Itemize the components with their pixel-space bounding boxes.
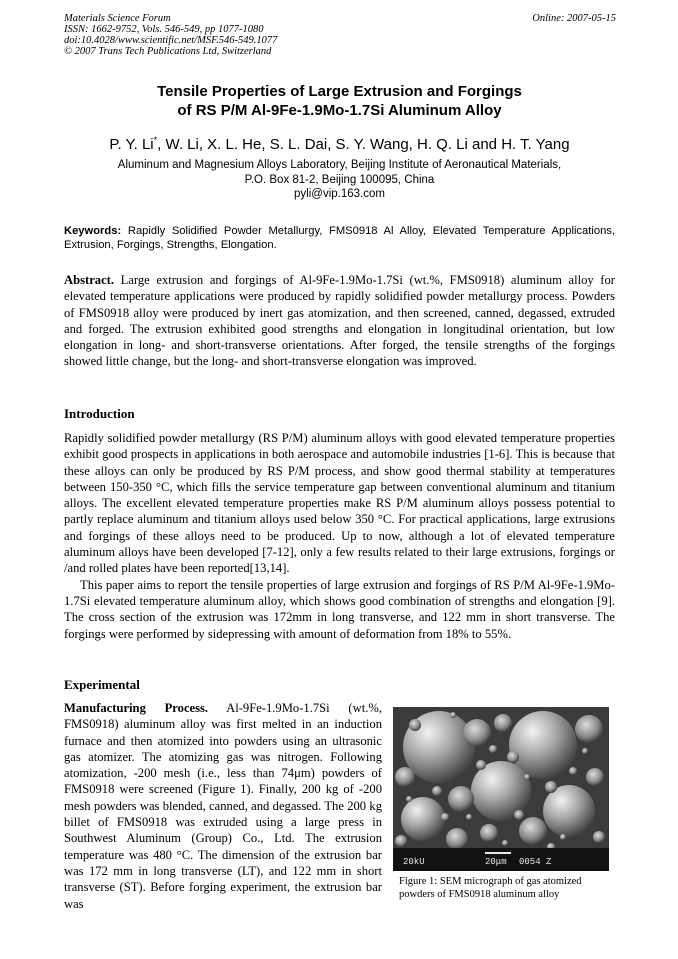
corresponding-mark: *: [153, 135, 158, 145]
introduction-body: [64, 430, 615, 642]
paper-title: [64, 82, 615, 120]
affiliation: [64, 158, 615, 202]
affiliation-line-2: P.O. Box 81-2, Beijing 100095, China: [244, 173, 435, 186]
journal-name: Materials Science Forum: [64, 13, 171, 24]
sem-voltage: 20kU: [403, 857, 425, 867]
other-authors: , W. Li, X. L. He, S. L. Dai, S. Y. Wang, H. Q. Li and H. T. Yang: [157, 136, 570, 153]
scale-bar: [485, 852, 511, 854]
first-author: P. Y. Li: [109, 136, 154, 153]
keywords-label: Keywords:: [64, 225, 122, 237]
intro-paragraph-1: Rapidly solidified powder metallurgy (RS P/M) aluminum alloys with good elevated temperature properties exhibit good prospects in applications in both aerospace and automobile industries [1-6]. This is because that these alloys can only be produced by RS P/M process, and show good thermal stability at temperatures between 150-350 °C, which fills the service temperature gap between conventional aluminum and titanium alloys. The excellent elevated temperature properties make RS P/M aluminum alloys possess potential to partly replace aluminum and titanium alloys used below 350 °C. For practical applications, large extrusions and forgings of these alloys need to be produced. Up to now, although a lot of elevated temperature aluminum alloys have been developed [7-12], only a few results related to their large extrusions, forgings or /and rolled plates have been reported[13,14].: [64, 431, 615, 576]
experimental-body: [64, 700, 382, 912]
abstract: [64, 272, 615, 370]
manufacturing-text: Al-9Fe-1.9Mo-1.7Si (wt.%, FMS0918) aluminum alloy was first melted in an induction furnace and then atomized into powders using an ultrasonic gas atomizer. The atomizing gas was nitrogen. Following atomization, -200 mesh (i.e., less than 74μm) powders of FMS0918 were screened (Figure 1). Finally, 200 kg of -200 mesh powders was blended, canned, and degassed. The 200 kg billet of FMS0918 was extruded using a large press in Southwest Aluminum (Group) Co., Ltd. The extrusion temperature was 480 °C. The dimension of the extrusion bar was 172 mm in long transverse (LT), and 122 mm in short transverse (ST). Before forging experiment, the extrusion bar was: [64, 701, 382, 911]
author-list: [64, 130, 615, 155]
sem-scale-label: 20μm: [485, 857, 507, 867]
online-date: Online: 2007-05-15: [532, 13, 616, 24]
issn-line: ISSN: 1662-9752, Vols. 546-549, pp 1077-1080: [64, 24, 264, 35]
experimental-heading: Experimental: [64, 677, 140, 692]
figure-caption: Figure 1: SEM micrograph of gas atomized powders of FMS0918 aluminum alloy: [399, 876, 582, 900]
title-line-2: of RS P/M Al-9Fe-1.9Mo-1.7Si Aluminum Alloy: [177, 102, 502, 119]
intro-paragraph-2: This paper aims to report the tensile properties of large extrusion and forgings of RS P/M Al-9Fe-1.9Mo-1.7Si elevated temperature aluminum alloy, which shows good combination of strengths and elongation [9]. The cross section of the extrusion was 172mm in long transverse, and 122 mm in short transverse. The forgings were performed by sidepressing with amount of deformation from 18% to 55%.: [64, 577, 615, 641]
copyright-line: © 2007 Trans Tech Publications Ltd, Switzerland: [64, 46, 272, 57]
introduction-heading: Introduction: [64, 406, 135, 421]
sem-micrograph: [393, 707, 609, 871]
abstract-label: Abstract.: [64, 273, 115, 287]
sem-image-number: 0054 Z: [519, 857, 552, 867]
journal-header: [64, 13, 484, 57]
author-email: pyli@vip.163.com: [294, 188, 385, 200]
manufacturing-label: Manufacturing Process.: [64, 701, 209, 715]
abstract-text: Large extrusion and forgings of Al-9Fe-1.9Mo-1.7Si (wt.%, FMS0918) aluminum alloy for elevated temperature applications were produced by rapidly solidified powder metallurgy process. Powders of FMS0918 alloy were produced by inert gas atomization, and then screened, canned, degassed, extruded and forged. The extrusion exhibited good strengths and elongation in longitudinal orientation, but low elongation in long- and short-transverse orientations. After forged, the tensile strengths of the forgings showed little change, but the long- and short-transverse elongation was improved.: [64, 273, 615, 369]
keywords: [64, 224, 615, 252]
doi-line: doi:10.4028/www.scientific.net/MSF.546-549.1077: [64, 35, 278, 46]
affiliation-line-1: Aluminum and Magnesium Alloys Laboratory, Beijing Institute of Aeronautical Materials,: [117, 159, 562, 171]
title-line-1: Tensile Properties of Large Extrusion and Forgings: [157, 83, 522, 100]
keywords-text: Rapidly Solidified Powder Metallurgy, FMS0918 Al Alloy, Elevated Temperature Applications, Extrusion, Forgings, Strengths, Elongation.: [64, 225, 615, 251]
sem-image: [393, 707, 609, 871]
